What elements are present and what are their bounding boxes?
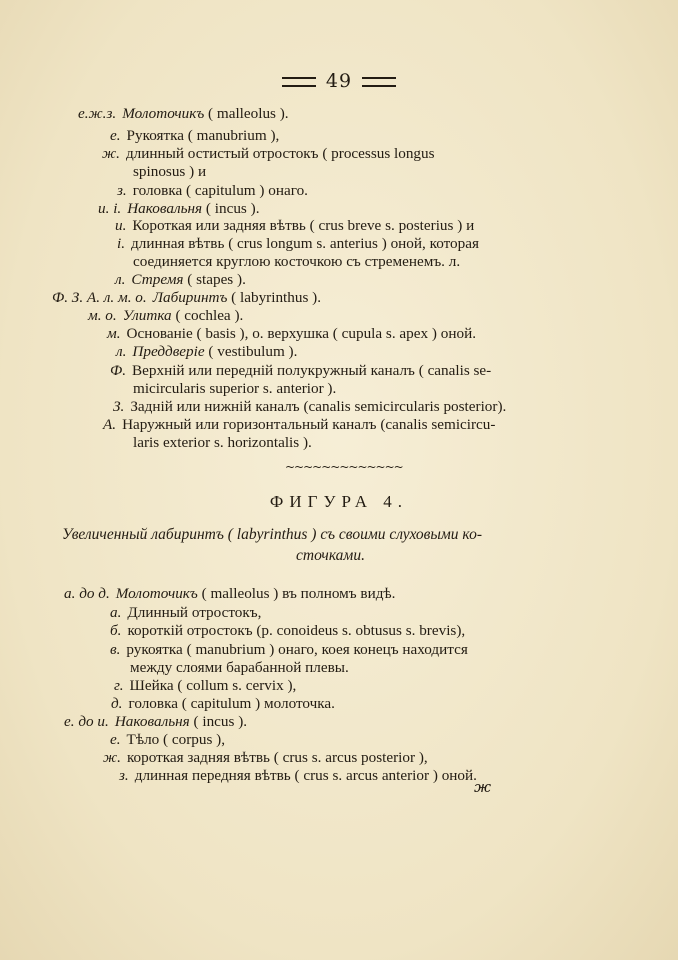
- entry-line: и. Короткая или задняя вѣтвь ( crus breve s. posterius ) и: [115, 217, 475, 234]
- entry-line: д. головка ( capitulum ) молоточка.: [111, 695, 335, 712]
- entry-line: ж. длинный остистый отростокъ ( processus longus: [102, 145, 435, 162]
- entry-line: л. Стремя ( stapes ).: [115, 271, 246, 288]
- entry-line: micircularis superior s. anterior ).: [133, 380, 337, 397]
- entry-line: е.ж.з. Молоточикъ ( malleolus ).: [78, 105, 289, 122]
- entry-line: з. головка ( capitulum ) онаго.: [117, 182, 308, 199]
- entry-line: л. Преддверіе ( vestibulum ).: [116, 343, 298, 360]
- entry-line: Ф. З. А. л. м. о. Лабиринтъ ( labyrinthus ).: [52, 289, 322, 306]
- entry-line: соединяется круглою косточкою съ стременемъ. л.: [133, 253, 461, 270]
- header-rule-left: [282, 77, 316, 87]
- page-number: 49: [325, 70, 353, 92]
- entry-line: между слоями барабанной плевы.: [130, 659, 349, 676]
- figure-title: ФИГУРА 4.: [269, 492, 409, 511]
- entry-line: spinosus ) и: [133, 163, 207, 180]
- entry-line: і. длинная вѣтвь ( crus longum s. anterius ) оной, которая: [117, 235, 479, 252]
- entry-line: б. короткій отростокъ (p. conoideus s. obtusus s. brevis),: [110, 622, 466, 639]
- ornamental-divider: ~~~~~~~~~~~~~: [285, 460, 403, 474]
- entry-line: в. рукоятка ( manubrium ) онаго, коея конецъ находится: [110, 641, 468, 658]
- catchword: ж: [474, 778, 492, 796]
- entry-line: з. длинная передняя вѣтвь ( crus s. arcus anterior ) оной.: [119, 767, 477, 784]
- entry-line: е. Рукоятка ( manubrium ),: [110, 127, 280, 144]
- entry-line: м. о. Улитка ( cochlea ).: [88, 307, 244, 324]
- entry-line: А. Наружный или горизонтальный каналъ (canalis semicircu-: [103, 416, 496, 433]
- entry-line: а. Длинный отростокъ,: [110, 604, 262, 621]
- entry-line: е. до и. Наковальня ( incus ).: [64, 713, 248, 730]
- entry-line: ж. короткая задняя вѣтвь ( crus s. arcus posterior ),: [103, 749, 428, 766]
- entry-line: а. до д. Молоточикъ ( malleolus ) въ полномъ видѣ.: [64, 585, 396, 602]
- figure-caption-line-2: сточками.: [296, 547, 365, 564]
- entry-line: е. Тѣло ( corpus ),: [110, 731, 226, 748]
- entry-line: и. і. Наковальня ( incus ).: [98, 200, 260, 217]
- entry-line: г. Шейка ( collum s. cervix ),: [114, 677, 297, 694]
- page-header: [0, 70, 678, 92]
- entry-line: З. Задній или нижній каналъ (canalis semicircularis posterior).: [113, 398, 507, 415]
- figure-caption-line-1: Увеличенный лабиринтъ ( labyrinthus ) съ своими слуховыми ко-: [62, 526, 482, 543]
- entry-line: Ф. Верхній или передній полукружный каналъ ( canalis se-: [110, 362, 492, 379]
- entry-line: м. Основаніе ( basis ), о. верхушка ( cupula s. apex ) оной.: [107, 325, 476, 342]
- entry-line: laris exterior s. horizontalis ).: [133, 434, 312, 451]
- header-rule-right: [362, 77, 396, 87]
